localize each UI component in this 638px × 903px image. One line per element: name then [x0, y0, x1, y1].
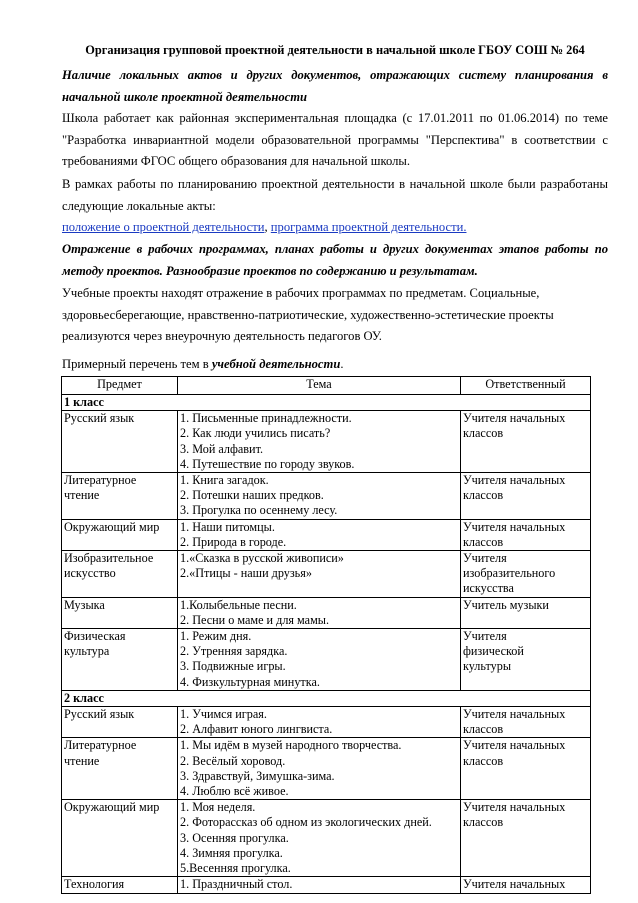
topics-intro-suffix: . [340, 357, 344, 371]
topic-cell-line: 1. Книга загадок. [180, 473, 269, 488]
topics-table [61, 376, 591, 894]
responsible-cell-line: Учителя [463, 629, 507, 644]
responsible-cell [461, 519, 591, 550]
topic-cell-line: 3. Осенняя прогулка. [180, 830, 289, 845]
grade-2-row [62, 690, 591, 706]
responsible-cell [461, 738, 591, 800]
subject-cell-line: чтение [64, 488, 100, 503]
responsible-cell [461, 473, 591, 520]
grade-1-row [62, 395, 591, 411]
paragraph-projects-line2: здоровьесберегающие, нравственно-патриотические, художественно-эстетические проекты [62, 307, 554, 322]
responsible-cell [461, 597, 591, 628]
subject-cell-line: Русский язык [64, 707, 135, 722]
topic-cell [178, 707, 461, 738]
responsible-cell-line: культуры [463, 659, 512, 674]
document-title: Организация групповой проектной деятельности в начальной школе ГБОУ СОШ № 264 [85, 43, 585, 57]
responsible-cell-line: Учителя начальных [463, 519, 566, 534]
paragraph-experimental-site-line1: Школа работает как районная экспериментальная площадка (с 17.01.2011 по 01.06.2014) по теме [62, 111, 608, 125]
topic-cell-line: 2. Алфавит юного лингвиста. [180, 722, 333, 737]
paragraph-experimental-site [62, 108, 608, 173]
topics-intro-prefix: Примерный перечень тем в [62, 357, 212, 371]
responsible-cell-line: классов [463, 815, 504, 830]
subject-cell [62, 707, 178, 738]
subject-cell-line: культура [64, 644, 110, 659]
link-separator: , [264, 220, 268, 234]
subject-cell-line: чтение [64, 753, 100, 768]
responsible-cell-line: классов [463, 753, 504, 768]
heading-local-acts-line2: начальной школе проектной деятельности [62, 89, 308, 104]
table-row [62, 411, 591, 473]
header-subject: Предмет [62, 377, 178, 395]
table-row [62, 473, 591, 520]
topic-cell-line: 2.«Птицы - наши друзья» [180, 566, 312, 581]
topic-cell-line: 1. Моя неделя. [180, 800, 256, 815]
paragraph-experimental-site-line3: требованиями ФГОС общего образования для начальной школы. [62, 154, 410, 168]
heading-work-programs-line1: Отражение в рабочих программах, планах работы и других документах этапов работы по [62, 242, 608, 256]
table-row [62, 519, 591, 550]
link-project-regulation[interactable]: положение о проектной деятельности [62, 220, 265, 234]
header-topic: Тема [178, 377, 461, 395]
responsible-cell-line: изобразительного [463, 566, 556, 581]
topic-cell [178, 738, 461, 800]
topic-cell-line: 3. Здравствуй, Зимушка-зима. [180, 768, 335, 783]
topic-cell-line: 3. Мой алфавит. [180, 441, 264, 456]
heading-local-acts [62, 65, 608, 108]
topic-cell-line: 1.«Сказка в русской живописи» [180, 551, 344, 566]
subject-cell-line: Литературное [64, 738, 137, 753]
responsible-cell-line: Учителя начальных [463, 707, 566, 722]
table-row [62, 629, 591, 691]
subject-cell [62, 629, 178, 691]
responsible-cell-line: классов [463, 426, 504, 441]
subject-cell [62, 877, 178, 893]
paragraph-local-acts [62, 174, 608, 217]
heading-local-acts-line1: Наличие локальных актов и других документов, отражающих систему планирования в [62, 68, 608, 82]
paragraph-projects-line3: реализуются через внеурочную деятельность педагогов ОУ. [62, 329, 382, 343]
paragraph-topics-intro [62, 354, 608, 376]
topics-intro-emphasis: учебной деятельности [211, 357, 341, 371]
responsible-cell [461, 877, 591, 893]
subject-cell-line: Литературное [64, 473, 137, 488]
responsible-cell-line: Учителя начальных [463, 411, 566, 426]
responsible-cell-line: классов [463, 488, 504, 503]
topic-cell-line: 2. Утренняя зарядка. [180, 644, 288, 659]
paragraph-experimental-site-line2: "Разработка инвариантной модели образовательной программы "Перспектива" в соответствии с [62, 132, 608, 147]
topic-cell-line: 3. Прогулка по осеннему лесу. [180, 503, 338, 518]
subject-cell-line: Окружающий мир [64, 800, 160, 815]
responsible-cell [461, 551, 591, 598]
document-links [62, 217, 608, 239]
topic-cell-line: 1.Колыбельные песни. [180, 597, 297, 612]
table-row [62, 707, 591, 738]
responsible-cell [461, 629, 591, 691]
responsible-cell [461, 411, 591, 473]
responsible-cell-line: Учителя начальных [463, 473, 566, 488]
topic-cell-line: 4. Зимняя прогулка. [180, 845, 283, 860]
topic-cell [178, 629, 461, 691]
responsible-cell [461, 707, 591, 738]
topic-cell [178, 411, 461, 473]
subject-cell-line: Изобразительное [64, 551, 154, 566]
topic-cell-line: 2. Потешки наших предков. [180, 488, 324, 503]
subject-cell [62, 597, 178, 628]
subject-cell [62, 738, 178, 800]
subject-cell [62, 800, 178, 877]
topic-cell [178, 519, 461, 550]
subject-cell-line: искусство [64, 566, 116, 581]
paragraph-projects-line1: Учебные проекты находят отражение в рабочих программах по предметам. Социальные, [62, 286, 540, 300]
subject-cell [62, 551, 178, 598]
table-row [62, 877, 591, 893]
responsible-cell-line: искусства [463, 581, 514, 596]
topic-cell [178, 800, 461, 877]
responsible-cell-line: Учителя начальных [463, 800, 566, 815]
table-row [62, 551, 591, 598]
topic-cell-line: 4. Люблю всё живое. [180, 784, 289, 799]
subject-cell [62, 411, 178, 473]
subject-cell-line: Русский язык [64, 411, 135, 426]
topic-cell-line: 2. Как люди учились писать? [180, 426, 331, 441]
topic-cell-line: 2. Природа в городе. [180, 534, 287, 549]
topic-cell-line: 4. Путешествие по городу звуков. [180, 456, 355, 471]
heading-work-programs [62, 239, 608, 282]
subject-cell-line: Технология [64, 877, 125, 892]
responsible-cell-line: Учителя начальных [463, 877, 566, 892]
subject-cell-line: Окружающий мир [64, 519, 160, 534]
paragraph-local-acts-line1: В рамках работы по планированию проектной деятельности в начальной школе были разработаны [62, 177, 608, 191]
responsible-cell-line: физической [463, 644, 524, 659]
topic-cell-line: 1. Учимся играя. [180, 707, 267, 722]
topic-cell-line: 1. Режим дня. [180, 629, 252, 644]
table-row [62, 597, 591, 628]
topic-cell [178, 473, 461, 520]
topic-cell-line: 1. Наши питомцы. [180, 519, 275, 534]
subject-cell-line: Музыка [64, 597, 105, 612]
subject-cell [62, 473, 178, 520]
responsible-cell-line: Учителя начальных [463, 738, 566, 753]
table-row [62, 800, 591, 877]
grade-label: 1 класс [62, 395, 591, 411]
responsible-cell-line: классов [463, 534, 504, 549]
topic-cell-line: 1. Праздничный стол. [180, 877, 293, 892]
topic-cell-line: 2. Весёлый хоровод. [180, 753, 286, 768]
topic-cell [178, 877, 461, 893]
paragraph-local-acts-line2: следующие локальные акты: [62, 198, 216, 213]
topic-cell [178, 551, 461, 598]
topic-cell-line: 5.Весенняя прогулка. [180, 861, 291, 876]
topic-cell-line: 4. Физкультурная минутка. [180, 674, 320, 689]
responsible-cell-line: классов [463, 722, 504, 737]
topic-cell-line: 2. Фоторассказ об одном из экологических дней. [180, 815, 432, 830]
table-row [62, 738, 591, 800]
paragraph-projects [62, 283, 608, 348]
topic-cell-line: 1. Письменные принадлежности. [180, 411, 352, 426]
subject-cell-line: Физическая [64, 629, 126, 644]
grade-label: 2 класс [62, 690, 591, 706]
table-header-row [62, 377, 591, 395]
responsible-cell-line: Учитель музыки [463, 597, 549, 612]
subject-cell [62, 519, 178, 550]
heading-work-programs-line2: методу проектов. Разнообразие проектов по содержанию и результатам. [62, 263, 478, 278]
responsible-cell-line: Учителя [463, 551, 507, 566]
header-responsible: Ответственный [461, 377, 591, 395]
responsible-cell [461, 800, 591, 877]
topic-cell-line: 3. Подвижные игры. [180, 659, 286, 674]
topic-cell-line: 2. Песни о маме и для мамы. [180, 612, 330, 627]
topic-cell [178, 597, 461, 628]
topic-cell-line: 1. Мы идём в музей народного творчества. [180, 738, 402, 753]
link-project-program[interactable]: программа проектной деятельности. [270, 220, 467, 234]
